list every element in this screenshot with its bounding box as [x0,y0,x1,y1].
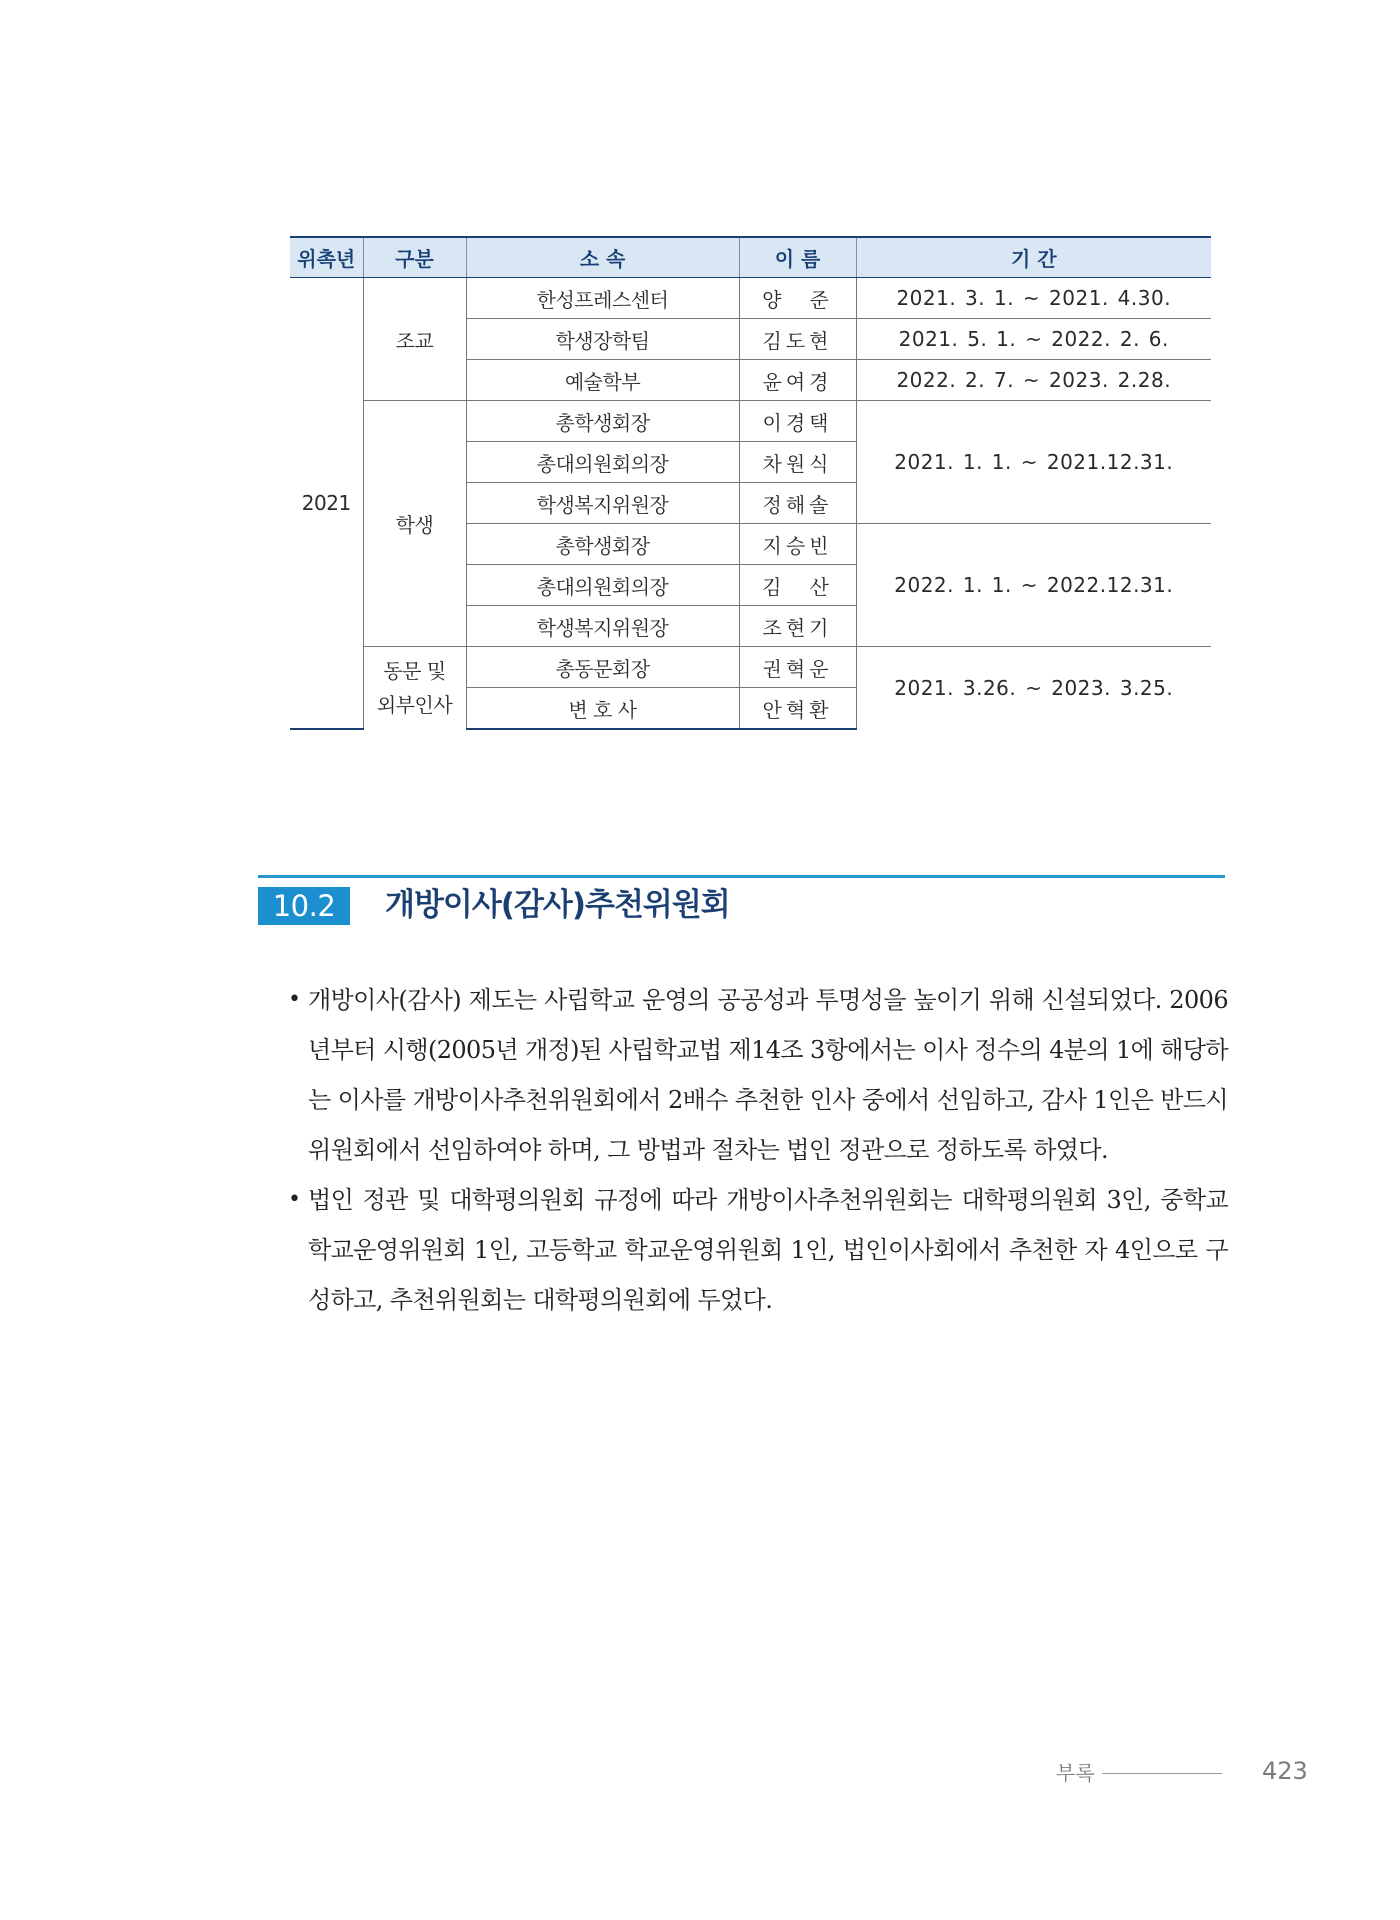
affiliation-cell: 총학생회장 [466,401,739,442]
name-cell: 윤여경 [739,360,856,401]
header-category: 구분 [363,237,466,278]
group-alumni-line1: 동문 및 [383,659,446,683]
name-cell: 권혁운 [739,647,856,688]
name-cell: 이경택 [739,401,856,442]
affiliation-cell: 학생복지위원장 [466,483,739,524]
section-title: 개방이사(감사)추천위원회 [385,887,730,923]
table-row [290,647,1211,688]
affiliation-cell: 변 호 사 [466,688,739,730]
name-cell: 김 산 [739,565,856,606]
bullet-text: 개방이사(감사) 제도는 사립학교 운영의 공공성과 투명성을 높이기 위해 신설되었다. 2006년부터 시행(2005년 개정)된 사립학교법 제14조 3항에서는 이사 정수의 4분의 1에 해당하는 이사를 개방이사추천위원회에서 2배수 추천한 인사 중에서 선임하고, 감사 1인은 반드시 위원회에서 선임하여야 하며, 그 방법과 절차는 법인 정관으로 정하도록 하였다. [308,986,1228,1164]
group-cell-assistant: 조교 [363,278,466,401]
affiliation-cell: 총학생회장 [466,524,739,565]
affiliation-cell: 한성프레스센터 [466,278,739,319]
table-row [290,278,1211,319]
affiliation-cell: 예술학부 [466,360,739,401]
period-cell: 2022. 1. 1. ~ 2022.12.31. [856,524,1211,647]
affiliation-cell: 학생장학팀 [466,319,739,360]
name-cell: 지승빈 [739,524,856,565]
header-year: 위촉년 [290,237,363,278]
period-cell: 2021. 1. 1. ~ 2021.12.31. [856,401,1211,524]
bullet-item [288,1175,1228,1325]
bullet-dot-icon: • [288,1187,301,1212]
name-cell: 김도현 [739,319,856,360]
period-cell: 2022. 2. 7. ~ 2023. 2.28. [856,360,1211,401]
affiliation-cell: 총동문회장 [466,647,739,688]
name-cell: 양 준 [739,278,856,319]
period-cell: 2021. 3.26. ~ 2023. 3.25. [856,647,1211,730]
affiliation-cell: 학생복지위원장 [466,606,739,647]
year-cell: 2021 [290,278,363,730]
committee-roster-table [290,236,1211,730]
header-period: 기 간 [856,237,1211,278]
name-cell: 조현기 [739,606,856,647]
affiliation-cell: 총대의원회의장 [466,565,739,606]
header-name: 이 름 [739,237,856,278]
section-number-badge: 10.2 [258,887,350,925]
section-divider [258,875,1225,878]
table-header-row [290,237,1211,278]
bullet-text: 법인 정관 및 대학평의원회 규정에 따라 개방이사추천위원회는 대학평의원회 3인, 중학교 학교운영위원회 1인, 고등학교 학교운영위원회 1인, 법인이사회에서 추천한 자 4인으로 구성하고, 추천위원회는 대학평의원회에 두었다. [308,1186,1228,1314]
name-cell: 정해솔 [739,483,856,524]
footer-divider [1102,1773,1222,1774]
period-cell: 2021. 3. 1. ~ 2021. 4.30. [856,278,1211,319]
page-number: 423 [1262,1757,1308,1785]
bullet-dot-icon: • [288,987,301,1012]
header-affiliation: 소 속 [466,237,739,278]
group-alumni-line2: 외부인사 [376,693,453,717]
name-cell: 안혁환 [739,688,856,730]
name-cell: 차원식 [739,442,856,483]
footer-label: 부록 [1056,1761,1095,1785]
bullet-item [288,975,1228,1175]
table-row [290,401,1211,442]
affiliation-cell: 총대의원회의장 [466,442,739,483]
bullet-list [288,975,1228,1325]
group-cell-alumni [363,647,466,730]
group-cell-student: 학생 [363,401,466,647]
period-cell: 2021. 5. 1. ~ 2022. 2. 6. [856,319,1211,360]
